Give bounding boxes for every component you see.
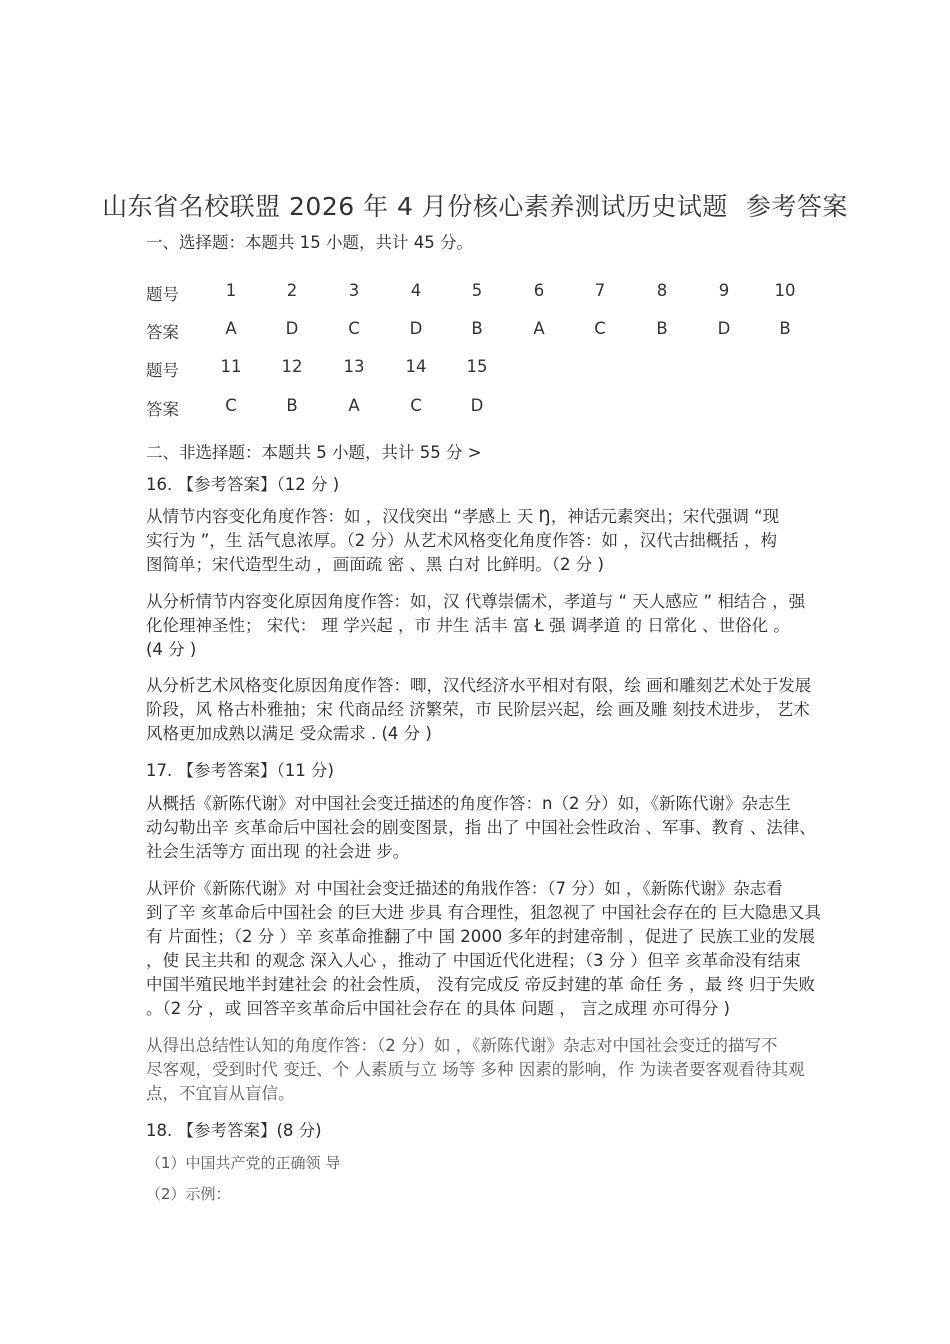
table-row (0, 319, 950, 343)
table-cell: D (409, 319, 423, 338)
table-cell: C (594, 319, 606, 338)
table-cell: B (779, 319, 791, 338)
table-row (0, 396, 950, 420)
q17-header: 17. 【参考答案】（11 分) (146, 761, 334, 780)
row-head: 题号 (146, 285, 179, 304)
table-cell: 10 (774, 281, 796, 300)
table-cell: B (471, 319, 483, 338)
section-2-heading: 二、非选择题：本题共 5 小题，共计 55 分 > (146, 443, 482, 462)
text-line: 。（2 分 ，或 回答辛亥革命后中国社会存在 的具体 问题 ， 言之成理 亦可得分 ) (146, 999, 730, 1018)
text-line: 从情节内容变化角度作答：如 ，汉伐突出 “孝感上 天 Ŋ，神话元素突出；宋代强调 “现 (146, 507, 780, 526)
text-line: 点，不宜盲从盲信。 (146, 1084, 295, 1103)
text-line: 实行为 ”，生 活气息浓厚。（2 分）从艺术风格变化角度作答：如 ，汉代古拙概括 ，构 (146, 531, 778, 550)
table-cell: D (717, 319, 731, 338)
row-head: 题号 (146, 361, 179, 380)
table-cell: 2 (286, 281, 298, 300)
table-cell: B (656, 319, 668, 338)
q16-header: 16. 【参考答案】（12 分 ) (146, 475, 340, 494)
q17-paragraph-3 (146, 1034, 816, 1106)
table-cell: 4 (410, 281, 422, 300)
q17-paragraph-1 (146, 792, 816, 864)
text-line: ，使 民主共和 的观念 深入人心 ，推动了 中国近代化进程；（3 分 ）但辛 亥革命没有结束 (146, 951, 801, 970)
table-cell: 1 (225, 281, 237, 300)
text-line: 社会生活等方 面出现 的社会进 步。 (146, 842, 410, 861)
table-cell: A (225, 319, 237, 338)
row-head: 答案 (146, 400, 179, 419)
text-line: 有 片面性；（2 分 ）辛 亥革命推翻了中 国 2000 多年的封建帝制 ，促进了 民族工业的发展 (146, 927, 815, 946)
table-cell: 6 (533, 281, 545, 300)
table-cell: 15 (466, 357, 488, 376)
table-cell: 11 (220, 357, 242, 376)
table-cell: A (348, 396, 360, 415)
section-1-heading: 一、选择题：本题共 15 小题，共计 45 分。 (146, 233, 473, 252)
table-cell: 13 (343, 357, 365, 376)
table-cell: 9 (718, 281, 730, 300)
text-line: 从得出总结性认知的角度作答：（2 分）如 ，《新陈代谢》杂志对中国社会变迁的描写不 (146, 1036, 778, 1055)
table-cell: B (286, 396, 298, 415)
text-line: 图简单；宋代造型生动 ，画面疏 密 、黑 白对 比鲜明。（2 分 ) (146, 555, 604, 574)
text-line: 风格更加成熟以满足 受众需求 . (4 分 ) (146, 724, 432, 743)
table-cell: D (285, 319, 299, 338)
q17-paragraph-2 (146, 877, 821, 1021)
q18-header: 18. 【参考答案】(8 分) (146, 1121, 322, 1140)
text-line: 从分析艺术风格变化原因角度作答：唧，汉代经济水平相对有限，绘 画和雕刻艺术处于发展 (146, 676, 812, 695)
title-suffix: 参考答案 (745, 192, 848, 221)
table-cell: C (348, 319, 360, 338)
q16-paragraph-1 (146, 505, 816, 577)
table-row (0, 281, 950, 305)
q18-item-2: （2）示例： (146, 1185, 231, 1203)
table-cell: C (410, 396, 422, 415)
text-line: 从分析情节内容变化原因角度作答：如，汉 代尊崇儒术，孝道与 “ 天人感应 ” 相结合 ，强 (146, 592, 806, 611)
table-cell: 8 (656, 281, 668, 300)
text-line: 动勾勒出辛 亥革命后中国社会的剧变图景，指 出了 中国社会性政治 、军事、教育 、法律、 (146, 818, 816, 837)
table-row (0, 357, 950, 381)
text-line: 化伦理神圣性； 宋代： 理 学兴起 ，市 井生 活丰 富 Ł 强 调孝道 的 日常化 、世俗化 。 (146, 616, 790, 635)
table-cell: 5 (471, 281, 483, 300)
text-line: 从评价《新陈代谢》对 中国社会变迁描述的角戕作答：（7 分）如 ，《新陈代谢》杂志看 (146, 879, 783, 898)
text-line: 从概括《新陈代谢》对中国社会变迁描述的角度作答：n（2 分）如，《新陈代谢》杂志生 (146, 794, 791, 813)
page-title (0, 187, 950, 223)
text-line: 尽客观，受到时代 变迁、个 人素质与立 场等 多种 因素的影响，作 为读者要客观看待其观 (146, 1060, 805, 1079)
text-line: (4 分 ) (146, 640, 197, 659)
table-cell: 7 (594, 281, 606, 300)
q16-paragraph-2 (146, 590, 816, 662)
table-cell: D (470, 396, 484, 415)
table-cell: 14 (405, 357, 427, 376)
q18-item-1: （1）中国共产党的正确领 导 (146, 1154, 341, 1172)
title-main: 山东省名校联盟 2026 年 4 月份核心素养测试历史试题 (102, 192, 728, 221)
text-line: 中国半殖民地半封建社会 的社会性质， 没有完成反 帝反封建的革 命任 务 ，最 终 归于失败 (146, 975, 815, 994)
table-cell: 3 (348, 281, 360, 300)
table-cell: 12 (281, 357, 303, 376)
q16-paragraph-3 (146, 674, 816, 746)
table-cell: A (533, 319, 545, 338)
text-line: 阶段，风 格古朴雅抽；宋 代商品经 济繁荣，市 民阶层兴起，绘 画及雕 刻技术进步， 艺术 (146, 700, 810, 719)
row-head: 答案 (146, 323, 179, 342)
table-cell: C (225, 396, 237, 415)
text-line: 到了辛 亥革命后中国社会 的巨大进 步具 有合理性，狙忽视了 中国社会存在的 巨大隐患又具 (146, 903, 821, 922)
